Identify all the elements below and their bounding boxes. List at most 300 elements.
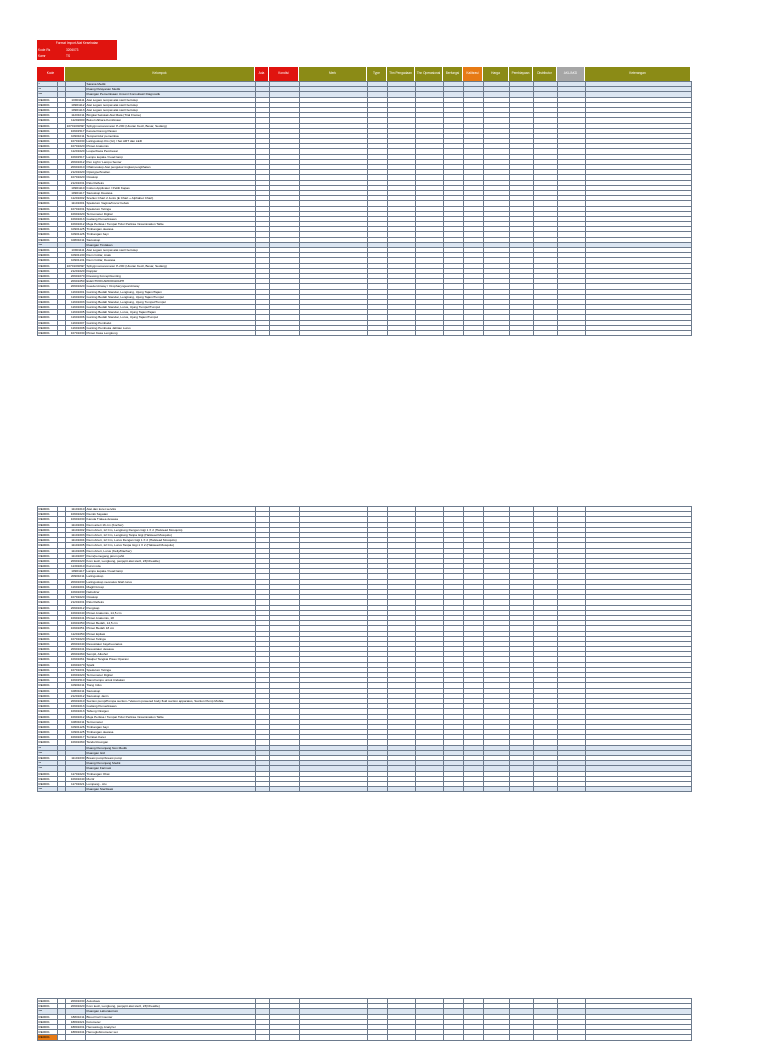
kode-cell: RE0001 <box>38 284 58 289</box>
item-name-cell: Pinset Bedah 18 cm <box>86 626 256 631</box>
item-code-cell: 10701020 <box>66 144 86 149</box>
column-header: Harga <box>483 67 509 81</box>
item-name-cell: Stetoskop <box>86 237 256 242</box>
item-code-cell: 10901040 <box>66 776 86 781</box>
item-name-cell: Spalk <box>86 662 256 667</box>
kode-cell: * <box>38 82 58 87</box>
item-name-cell: Stetoskop Dewasa <box>86 190 256 195</box>
item-code-cell: 11601008 <box>66 325 86 330</box>
item-name-cell: Cotton Applicator / Pelilit Kapas <box>86 185 256 190</box>
item-code-cell: 10901040 <box>66 610 86 615</box>
item-name-cell: Gunting Bedah Standar, Lurus, Ujung Tajam/Tumpul <box>86 315 256 320</box>
item-code-cell: 10901012 <box>66 714 86 719</box>
item-name-cell: Gunting Bedah Standar, Lurus, Ujung Tumpul/Tumpul <box>86 305 256 310</box>
column-header: Merk <box>299 67 367 81</box>
kode-cell: RE0001 <box>38 133 58 138</box>
item-name-cell: Laringoskop neonatus bilah lurus <box>86 579 256 584</box>
column-header: AKL/AKD <box>557 67 585 81</box>
empty-cell <box>464 787 484 792</box>
kode-cell: RE0001 <box>38 206 58 211</box>
item-code-cell: 20901050 <box>66 279 86 284</box>
item-code-cell: 11601006 <box>66 315 86 320</box>
kode-cell: RE0001 <box>38 999 58 1004</box>
item-code-cell: 10901011 <box>66 133 86 138</box>
item-name-cell: Stetoskop <box>86 688 256 693</box>
item-name-cell: Resusitator dewasa <box>86 647 256 652</box>
kode-cell: RE0001 <box>38 641 58 646</box>
item-name-cell: Optotype/Snellen <box>86 170 256 175</box>
item-name-cell: Suction pump/Pompa suction / Vacuum powered body fluid suction apparatus, Suction Pump Mobile <box>86 698 256 703</box>
item-code-cell: 10801011 <box>66 719 86 724</box>
kode-cell: RE0001 <box>38 248 58 253</box>
kode-cell: RE0001 <box>38 698 58 703</box>
item-name-cell: Lampu kepala / head lamp <box>86 154 256 159</box>
item-code-cell: 10701020 <box>66 595 86 600</box>
item-code-cell: 18801011 <box>66 1014 86 1019</box>
item-name-cell: Pinset Anatomis <box>86 144 256 149</box>
item-name-cell: Breast pump/breast pump <box>86 756 256 761</box>
kode-cell: RE0001 <box>38 704 58 709</box>
empty-cell <box>534 331 558 336</box>
item-code-cell: 10701031 <box>66 667 86 672</box>
item-code-cell: 10701020 <box>66 636 86 641</box>
item-code-cell: 10901012 <box>66 222 86 227</box>
item-name-cell: Ruangan Gizi <box>86 750 256 755</box>
item-name-cell: Spekulum Telinga <box>86 206 256 211</box>
item-code-cell: 11101007 <box>66 553 86 558</box>
item-code-cell: 10901011 <box>66 683 86 688</box>
column-header: Thn Pengadaan <box>387 67 415 81</box>
item-code-cell: 10901110 <box>66 185 86 190</box>
kode-cell: RE0001 <box>38 740 58 745</box>
item-code-cell: 10901112 <box>66 102 86 107</box>
kode-cell: RE0001 <box>38 113 58 118</box>
item-code-cell: 20901020 <box>66 284 86 289</box>
item-name-cell: Tabung Oksigen <box>86 709 256 714</box>
item-name-cell: Gunting Bedah Standar, Lurus, Ujung Tajam/Tajam <box>86 310 256 315</box>
item-code-cell: 21201031 <box>66 600 86 605</box>
kode-cell: RE0001 <box>38 647 58 652</box>
sheet-title: Format Import Alat Kesehatan <box>37 40 117 47</box>
kode-cell: RE0001 <box>38 180 58 185</box>
item-name-cell: Fotometer <box>86 1019 256 1024</box>
kode-cell: RE0001 <box>38 159 58 164</box>
kode-cell: RE0001 <box>38 170 58 175</box>
empty-cell <box>534 1035 558 1040</box>
item-name-cell: Hemoglobinometer set <box>86 1030 256 1035</box>
item-code-cell: 10901050 <box>66 621 86 626</box>
item-name-cell: Klem Arteri, 12 Cm, Lengkung Dengan Gigi 1 X 2 (Halstead Mosquito) <box>86 527 256 532</box>
item-name-cell: Pinset Anatomis, 18 <box>86 615 256 620</box>
kode-cell: RE0001 <box>38 165 58 170</box>
item-code-cell: 10901020 <box>66 673 86 678</box>
item-name-cell: Gunting Bedah Standar, Lengkung, Ujung Tumpul/Tumpul <box>86 299 256 304</box>
item-code-cell: 20901030 <box>66 999 86 1004</box>
item-code-cell: 10901060 <box>66 740 86 745</box>
item-name-cell <box>86 1035 256 1040</box>
item-code-cell: 18801031 <box>66 1024 86 1029</box>
item-code-cell: 10801011 <box>66 237 86 242</box>
kode-cell: ** <box>38 761 58 766</box>
item-code-cell: 10901117 <box>66 190 86 195</box>
item-name-cell: Resusitator bayi/neonatus <box>86 641 256 646</box>
empty-cell <box>558 1035 586 1040</box>
item-code-cell: 11601002 <box>66 294 86 299</box>
item-code-cell: 11202000 <box>66 118 86 123</box>
item-code-cell: 10901051 <box>66 626 86 631</box>
kode-cell: RE0001 <box>38 154 58 159</box>
empty-cell <box>368 1035 388 1040</box>
item-name-cell: Timbangan bayi <box>86 232 256 237</box>
item-name-cell: Ruangan Tindakan <box>86 242 256 247</box>
item-code-cell: 11101001 <box>66 522 86 527</box>
kode-cell: RE0001 <box>38 517 58 522</box>
kode-cell: RE0001 <box>38 144 58 149</box>
kode-cell: RE0001 <box>38 579 58 584</box>
kode-cell: *** <box>38 766 58 771</box>
item-name-cell: Sarana Medik <box>86 82 256 87</box>
kode-cell: RE0001 <box>38 714 58 719</box>
empty-cell <box>270 787 300 792</box>
kode-cell: RE0001 <box>38 709 58 714</box>
item-name-cell: Pinset Epilasi <box>86 631 256 636</box>
item-name-cell: Tempat tidur pemeriksa <box>86 133 256 138</box>
item-name-cell: Timbangan dewasa <box>86 730 256 735</box>
empty-cell <box>558 787 586 792</box>
empty-cell <box>256 331 270 336</box>
kode-cell: RE0001 <box>38 730 58 735</box>
kode-cell: RE0001 <box>38 1024 58 1029</box>
empty-cell <box>256 1035 270 1040</box>
item-code-cell: 10901041 <box>66 615 86 620</box>
item-code-cell: 10901061 <box>66 657 86 662</box>
item-code-cell: 20901010 <box>66 165 86 170</box>
item-name-cell: Sphygmomanometer P-200 (Ukuran Kecil, Besar, Sedang) <box>86 263 256 268</box>
empty-cell <box>534 787 558 792</box>
table-row <box>38 331 692 336</box>
kode-cell: ** <box>38 87 58 92</box>
item-code-cell: 11201050 <box>66 631 86 636</box>
item-name-cell: Doppler <box>86 268 256 273</box>
kode-cell: RE0001 <box>38 558 58 563</box>
item-code-cell: 10901013 <box>66 709 86 714</box>
item-name-cell: Alat Logam tempat alat steril bertutup <box>86 102 256 107</box>
kode-cell: RE0001 <box>38 543 58 548</box>
item-code-cell: 10901130 <box>66 253 86 258</box>
kode-cell: RE0001 <box>38 107 58 112</box>
kode-cell: RE0001 <box>38 673 58 678</box>
item-code-cell: 20901070 <box>66 273 86 278</box>
item-code-cell: 20901060 <box>66 652 86 657</box>
kode-cell: RE0001 <box>38 97 58 102</box>
data-table-page-1 <box>37 81 692 336</box>
item-code-cell: 11101005 <box>66 543 86 548</box>
item-code-cell <box>66 787 86 792</box>
kode-cell: RE0001 <box>38 123 58 128</box>
item-name-cell: Klem Collar, Anak <box>86 253 256 258</box>
kode-cell: RE0001 <box>38 621 58 626</box>
item-code-cell: 20901011 <box>66 574 86 579</box>
item-name-cell: Stetoskop Janin <box>86 693 256 698</box>
item-code-cell: 21201012 <box>66 693 86 698</box>
item-name-cell: ELECTROCARDIOGRAPH <box>86 279 256 284</box>
item-name-cell: Klem Arteri, Lurus (Kelly/Dacher) <box>86 548 256 553</box>
item-name-cell: Kom kecil, Lengkung, penjepit alat steril, 23(Cheattle) <box>86 558 256 563</box>
item-code-cell: 11701021 <box>66 781 86 786</box>
kode-cell: RE0001 <box>38 553 58 558</box>
kode-cell: RE0001 <box>38 232 58 237</box>
item-name-cell: Sempit, Alkohol <box>86 652 256 657</box>
item-name-cell: Buku Ishihara Kombinasi <box>86 118 256 123</box>
item-name-cell: Pinset Kasa Lengkung <box>86 331 256 336</box>
item-name-cell: Gunting Pembuka Jahitan Lurus <box>86 325 256 330</box>
item-code-cell: 20901020 <box>66 1004 86 1009</box>
item-name-cell: Torniket Karet <box>86 735 256 740</box>
empty-cell <box>300 1035 368 1040</box>
item-code-cell: 10901131 <box>66 258 86 263</box>
empty-cell <box>58 1035 66 1040</box>
kode-cell: RE0001 <box>38 693 58 698</box>
kode-cell: RE0001 <box>38 615 58 620</box>
item-code-cell: 10901020 <box>66 512 86 517</box>
kode-cell: ** <box>38 745 58 750</box>
empty-cell <box>510 331 534 336</box>
item-code-cell: 21201020 <box>66 170 86 175</box>
kode-cell: *** <box>38 750 58 755</box>
item-name-cell: Timbangan dewasa <box>86 227 256 232</box>
kode-cell: RE0001 <box>38 320 58 325</box>
column-header-row <box>37 67 691 81</box>
empty-cell <box>586 1035 692 1040</box>
item-name-cell: Timbangan bayi <box>86 724 256 729</box>
item-code-cell: 10901510 <box>66 678 86 683</box>
kode-cell: RE0001 <box>38 688 58 693</box>
item-name-cell: Gunting Bedah Standar, Lengkung, Ujung Tajam/Tumpul <box>86 294 256 299</box>
kode-cell: RE0001 <box>38 268 58 273</box>
item-code-cell: 11101003 <box>66 532 86 537</box>
kode-cell: RE0001 <box>38 662 58 667</box>
empty-cell <box>416 331 444 336</box>
item-name-cell: Termometer <box>86 719 256 724</box>
item-code-cell: 20901012 <box>66 605 86 610</box>
item-name-cell: Gunting Pembalut <box>86 320 256 325</box>
item-name-cell: Meja Periksa / Tempat Tidur Periksa / Examination Table <box>86 222 256 227</box>
item-code-cell: 11701020 <box>66 771 86 776</box>
item-code-cell: 10901017 <box>66 735 86 740</box>
kode-cell: RE0001 <box>38 512 58 517</box>
item-code-cell: 11101004 <box>66 538 86 543</box>
kode-cell: RE0001 <box>38 201 58 206</box>
empty-cell <box>416 1035 444 1040</box>
empty-cell <box>464 1035 484 1040</box>
data-table-page-2 <box>37 506 692 792</box>
item-name-cell: Oftalmoskop Alat pengukur tingkat penglihatan <box>86 165 256 170</box>
item-code-cell: 10901030 <box>66 517 86 522</box>
empty-cell <box>444 1035 464 1040</box>
kode-cell: RE0001 <box>38 1030 58 1035</box>
item-code-cell: 10901030 <box>66 590 86 595</box>
item-name-cell: Klem Arteri, 12 Cm, Lurus Dengan Gigi 1 X 2 (Halstead Mosquito) <box>86 538 256 543</box>
meta-value: 3206073 <box>65 47 117 54</box>
kode-cell: RE0001 <box>38 683 58 688</box>
empty-cell <box>368 331 388 336</box>
item-code-cell: 11301010 <box>66 564 86 569</box>
empty-cell <box>444 787 464 792</box>
item-code-cell: 11101030 <box>66 756 86 761</box>
kode-cell: RE0001 <box>38 331 58 336</box>
empty-cell <box>300 787 368 792</box>
kode-cell: RE0001 <box>38 325 58 330</box>
item-code-cell: 10901126 <box>66 232 86 237</box>
column-header: Kondisi <box>269 67 299 81</box>
item-name-cell: Laringoskop KG (Gr) / Set ART dan LED <box>86 139 256 144</box>
item-name-cell: Palu Refleks <box>86 600 256 605</box>
item-code-cell: 11601007 <box>66 320 86 325</box>
kode-cell: RE0001 <box>38 310 58 315</box>
item-name-cell: Klemik Sayatan <box>86 512 256 517</box>
kode-cell: RE0001 <box>38 584 58 589</box>
item-code-cell: 10701030SP <box>66 123 85 128</box>
item-code-cell: 10901125 <box>66 227 86 232</box>
column-header: Kalibrasi <box>463 67 483 81</box>
item-name-cell: Otoskop <box>86 175 256 180</box>
item-code-cell: 10901013 <box>66 704 86 709</box>
item-name-cell: Tiang Infus <box>86 683 256 688</box>
item-name-cell: Klem Arteri, 12 Cm, Lengkung Tanpa Gigi (Halstead Mosquito) <box>86 532 256 537</box>
empty-cell <box>270 331 300 336</box>
item-name-cell: Snellen Chart 2 Jenis (E Chart + Alphabet Chart) <box>86 196 256 201</box>
item-code-cell: 10901125 <box>66 730 86 735</box>
kode-cell: RE0001 <box>38 595 58 600</box>
kode-cell: RE0001 <box>38 196 58 201</box>
item-name-cell: Skalpel Tangkai Pisau Operasi <box>86 657 256 662</box>
kode-cell: RE0001 <box>38 185 58 190</box>
kode-cell: RE0001 <box>38 507 58 512</box>
kode-cell: RE0001 <box>38 756 58 761</box>
meta-key: Kode Rs <box>37 47 65 54</box>
kode-cell: RE0001 <box>38 222 58 227</box>
item-name-cell: Otoskop <box>86 595 256 600</box>
item-name-cell: Ruangan Laboratorium <box>86 1009 256 1014</box>
item-name-cell: Alat dan kuret serviks <box>86 507 256 512</box>
item-name-cell: Pengisap <box>86 605 256 610</box>
item-code-cell: 10901111 <box>66 248 86 253</box>
item-code-cell: 20901030 <box>66 579 86 584</box>
item-name-cell: Guedel Airway / Oropharyngeal Airway <box>86 284 256 289</box>
kode-cell: RE0001 <box>38 600 58 605</box>
item-code-cell: 11101001 <box>66 201 86 206</box>
item-name-cell: Termometer Digital <box>86 211 256 216</box>
kode-cell: RE0001 <box>38 294 58 299</box>
item-code-cell: 10701030 <box>66 139 86 144</box>
kode-cell: RE0001 <box>38 724 58 729</box>
item-name-cell: Termometer Digital <box>86 673 256 678</box>
kode-cell: RE0001 <box>38 1004 58 1009</box>
item-name-cell: Gudang Pemeriksaan <box>86 216 256 221</box>
item-name-cell: Kom kecil, Lengkung, penjepit alat steril, 23(Cheattle) <box>86 1004 256 1009</box>
empty-cell <box>388 331 416 336</box>
item-code-cell: 10901517 <box>66 154 86 159</box>
item-name-cell: Kereta Dorong Pasien <box>86 128 256 133</box>
empty-cell <box>484 331 510 336</box>
empty-cell <box>256 787 270 792</box>
item-name-cell: Gudang Pemeriksaan <box>86 704 256 709</box>
column-header: Distributor <box>533 67 557 81</box>
item-code-cell: 10901013 <box>66 216 86 221</box>
kode-cell: RE0001 <box>38 253 58 258</box>
kode-cell: RE0001 <box>38 657 58 662</box>
kode-cell: *** <box>38 1009 58 1014</box>
item-code-cell: 20901020 <box>66 558 86 563</box>
item-name-cell: Sphygmomanometer P-200 (Ukuran Kecil, Besar, Sedang) <box>86 123 256 128</box>
item-name-cell: Stand lampu untuk tindakan <box>86 678 256 683</box>
kode-cell: RE0001 <box>38 564 58 569</box>
empty-cell <box>388 787 416 792</box>
item-name-cell: Lampu kepala / head lamp <box>86 569 256 574</box>
kode-cell: RE0001 <box>38 279 58 284</box>
item-name-cell: Blood Cell Counter <box>86 1014 256 1019</box>
kode-cell: *** <box>38 92 58 97</box>
item-code-cell: 10901117 <box>66 569 86 574</box>
kode-cell: RE0001 <box>38 211 58 216</box>
item-name-cell: Tandu/Usungan <box>86 740 256 745</box>
item-name-cell: Meja Periksa / Tempat Tidur Periksa / Examination Table <box>86 714 256 719</box>
item-code-cell: 20901041 <box>66 647 86 652</box>
kode-cell: RE0001 <box>38 574 58 579</box>
item-name-cell: Timbangan Obat <box>86 771 256 776</box>
item-code-cell: 11201011 <box>66 113 86 118</box>
item-name-cell: Autoclave <box>86 999 256 1004</box>
item-code-cell: 11201020 <box>66 149 86 154</box>
column-header: Kelompok <box>65 67 255 81</box>
item-code-cell: 18801041 <box>66 1030 86 1035</box>
item-name-cell: Pinset Anatomis, 14,5 cm <box>86 610 256 615</box>
item-name-cell: Ruang Pelayanan Medik <box>86 87 256 92</box>
item-name-cell: Bingkai Sekotak Alat Mata (Trial Frame) <box>86 113 256 118</box>
kode-cell: RE0001 <box>38 299 58 304</box>
item-code-cell: 10901020 <box>66 211 86 216</box>
item-code-cell: 10901113 <box>66 107 86 112</box>
kode-cell: RE0001 <box>38 610 58 615</box>
item-code-cell <box>66 1035 86 1040</box>
item-code-cell: 11201002 <box>66 196 86 201</box>
kode-cell: RE0001 <box>38 102 58 107</box>
item-name-cell: Ruang Penunjang Medik <box>86 761 256 766</box>
empty-cell <box>586 331 692 336</box>
item-name-cell: Ruangan Farmasi <box>86 766 256 771</box>
empty-cell <box>586 787 692 792</box>
kode-cell: RE0001 <box>38 118 58 123</box>
kode-cell: RE0001 <box>38 538 58 543</box>
header-meta-block <box>37 40 117 60</box>
empty-cell <box>464 331 484 336</box>
table-row <box>38 1035 692 1040</box>
empty-cell <box>558 331 586 336</box>
item-code-cell: 10901517 <box>66 128 86 133</box>
kode-cell: RE0001 <box>38 175 58 180</box>
item-code-cell: 10701030 <box>66 331 86 336</box>
item-code-cell: 10701020 <box>66 175 86 180</box>
item-code-cell: 11601005 <box>66 310 86 315</box>
kode-cell: RE0001 <box>38 771 58 776</box>
item-code-cell: 10901111 <box>66 97 86 102</box>
column-header: Thn Operasional <box>415 67 443 81</box>
kode-cell: RE0001 <box>38 719 58 724</box>
item-name-cell: Klem Collar, Dewasa <box>86 258 256 263</box>
item-name-cell: Magill forcep <box>86 584 256 589</box>
empty-cell <box>484 787 510 792</box>
kode-cell: *** <box>38 242 58 247</box>
